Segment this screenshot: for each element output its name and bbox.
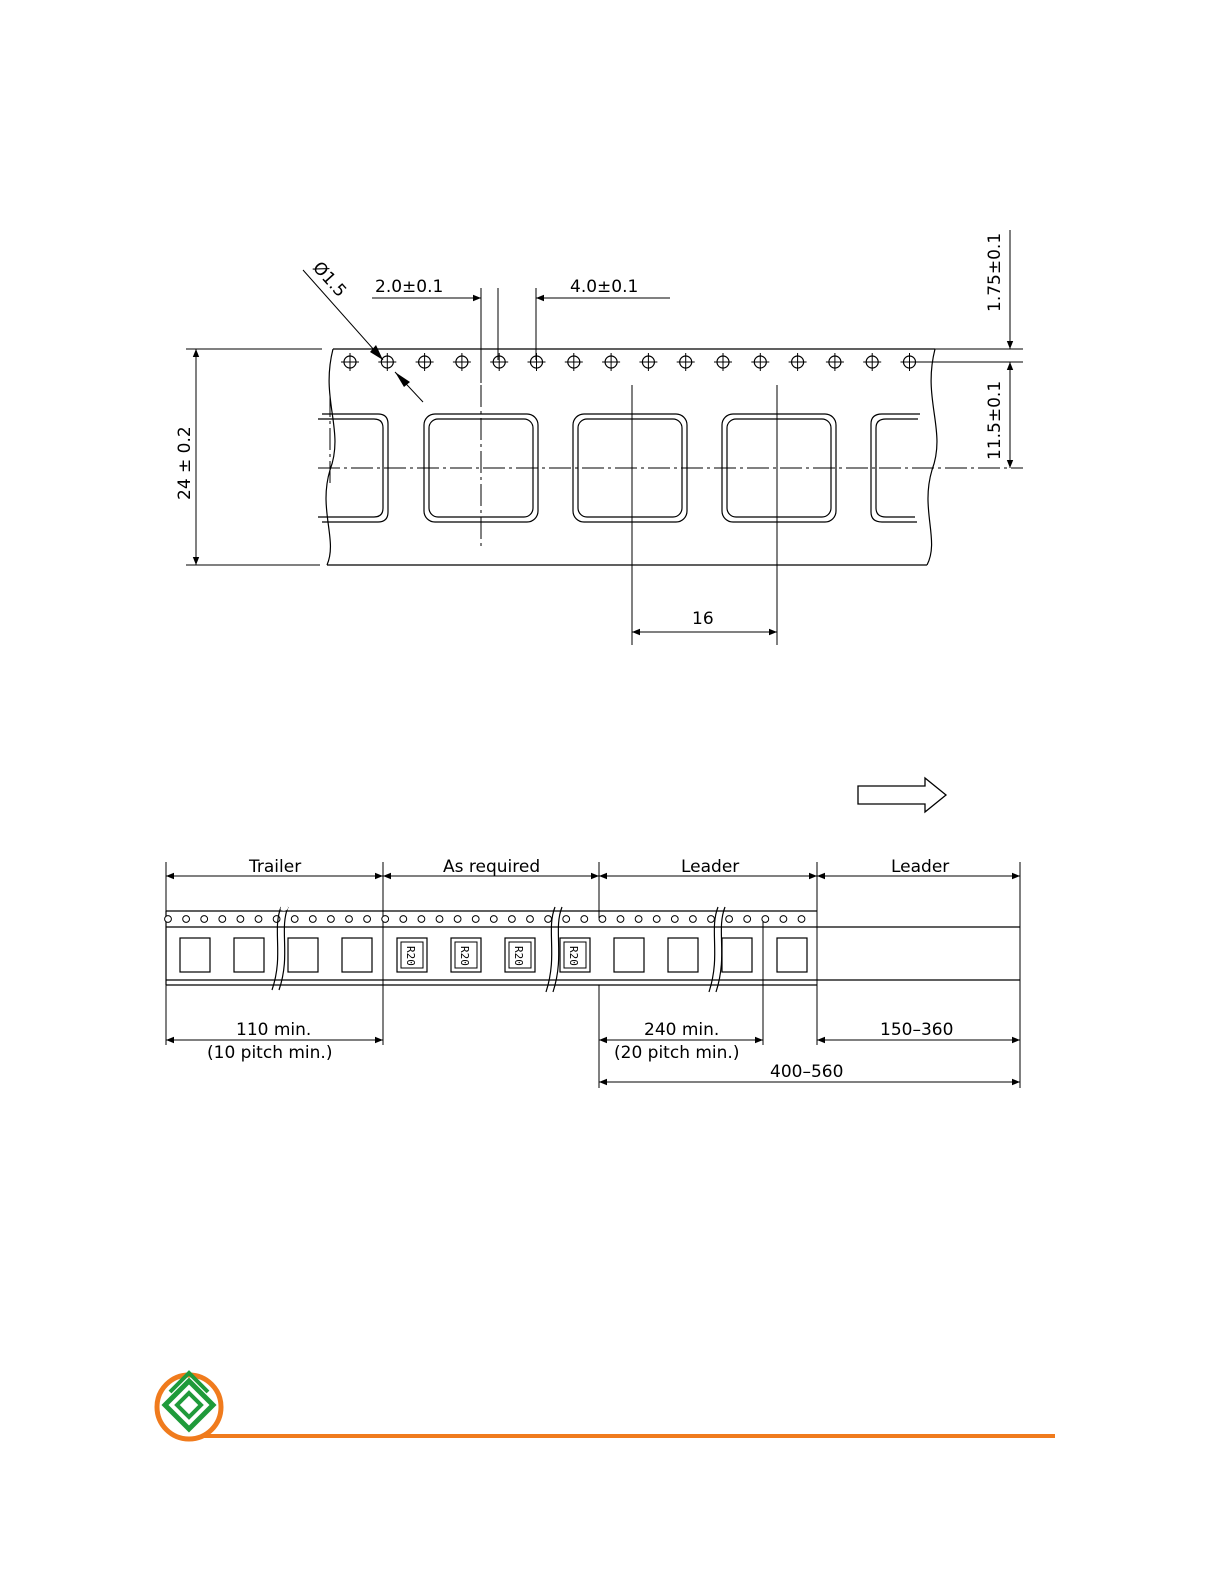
trailer-length-label: 110 min. [236, 1020, 312, 1040]
leader-pitch-label: (20 pitch min.) [614, 1043, 740, 1063]
reel-sprocket-hole [328, 916, 335, 923]
reel-cavity [560, 938, 590, 972]
hole-to-center-label: 11.5±0.1 [985, 380, 1005, 460]
company-logo-icon [157, 1373, 221, 1439]
part-marking: R20 [567, 946, 580, 966]
sprocket-hole [863, 353, 881, 371]
cavity-pitch-label: 16 [692, 609, 714, 629]
tape-right-break [927, 349, 937, 565]
reel-sprocket-hole [527, 916, 534, 923]
reel-sprocket-hole [798, 916, 805, 923]
sprocket-hole [714, 353, 732, 371]
reel-cavity [668, 938, 698, 972]
leader-length-label: 240 min. [644, 1020, 720, 1040]
tape-dimension-view [175, 230, 1023, 645]
hole-pitch-label: 4.0±0.1 [570, 277, 639, 297]
reel-cavities [180, 938, 807, 972]
hole-diameter-arrow-2 [395, 372, 410, 387]
part-marking: R20 [512, 946, 525, 966]
reel-cavity [180, 938, 210, 972]
sprocket-hole [677, 353, 695, 371]
tape-width-label: 24 ± 0.2 [175, 426, 195, 500]
total-leader-label: 400–560 [770, 1062, 844, 1082]
reel-sprocket-hole [255, 916, 262, 923]
reel-sprocket-hole [309, 916, 316, 923]
reel-sprocket-hole [346, 916, 353, 923]
sprocket-hole [378, 353, 396, 371]
reel-sprocket-hole [599, 916, 606, 923]
reel-sprocket-hole [364, 916, 371, 923]
reel-cavity [614, 938, 644, 972]
reel-cavity [451, 938, 481, 972]
sprocket-hole [901, 353, 919, 371]
footer [157, 1373, 1055, 1439]
hole-diameter-label: Ø1.5 [308, 257, 351, 302]
reel-sprocket-hole [726, 916, 733, 923]
part-marking: R20 [404, 946, 417, 966]
sprocket-hole [639, 353, 657, 371]
reel-sprocket-hole [165, 916, 172, 923]
reel-cavity [777, 938, 807, 972]
reel-sprocket-hole [382, 916, 389, 923]
reel-sprocket-hole [617, 916, 624, 923]
reel-sprocket-hole [762, 916, 769, 923]
section-leader-2-label: Leader [891, 857, 950, 877]
reel-sprocket-hole [472, 916, 479, 923]
sprocket-hole [341, 353, 359, 371]
reel-sprocket-hole [400, 916, 407, 923]
reel-cavity [722, 938, 752, 972]
part-marking: R20 [458, 946, 471, 966]
reel-sprocket-hole [653, 916, 660, 923]
reel-sprocket-hole [219, 916, 226, 923]
reel-sprocket-hole [509, 916, 516, 923]
cover-tape-label: 150–360 [880, 1020, 954, 1040]
sprocket-hole [751, 353, 769, 371]
reel-cavity [505, 938, 535, 972]
reel-sprocket-hole [744, 916, 751, 923]
hole-to-cavity-label: 2.0±0.1 [375, 277, 444, 297]
reel-sprocket-hole [581, 916, 588, 923]
reel-sprocket-hole [490, 916, 497, 923]
section-trailer-label: Trailer [249, 857, 302, 877]
edge-to-hole-label: 1.75±0.1 [985, 232, 1005, 312]
sprocket-hole [490, 353, 508, 371]
reel-sprocket-hole [418, 916, 425, 923]
reel-sprocket-hole [708, 916, 715, 923]
reel-sprocket-hole [563, 916, 570, 923]
reel-sprocket-hole [780, 916, 787, 923]
trailer-pitch-label: (10 pitch min.) [207, 1043, 333, 1063]
sprocket-hole [565, 353, 583, 371]
feed-direction-arrow-icon [858, 778, 946, 812]
reel-sprocket-hole [237, 916, 244, 923]
reel-sprocket-hole [690, 916, 697, 923]
reel-sprocket-hole [454, 916, 461, 923]
reel-sprocket-hole [183, 916, 190, 923]
sprocket-hole [789, 353, 807, 371]
reel-cavity [342, 938, 372, 972]
reel-sprocket-hole [635, 916, 642, 923]
sprocket-hole [453, 353, 471, 371]
reel-sprocket-hole [201, 916, 208, 923]
section-as-required-label: As required [443, 857, 541, 877]
reel-cavity [288, 938, 318, 972]
reel-leader-trailer-view [165, 857, 1020, 1088]
section-leader-label: Leader [681, 857, 740, 877]
reel-sprocket-hole [291, 916, 298, 923]
sprocket-hole [826, 353, 844, 371]
reel-cavity [397, 938, 427, 972]
reel-sprocket-holes [165, 916, 805, 923]
reel-sprocket-hole [671, 916, 678, 923]
sprocket-hole [602, 353, 620, 371]
sprocket-holes [341, 353, 919, 371]
sprocket-hole [416, 353, 434, 371]
reel-cavity [234, 938, 264, 972]
reel-sprocket-hole [436, 916, 443, 923]
reel-sprocket-hole [545, 916, 552, 923]
